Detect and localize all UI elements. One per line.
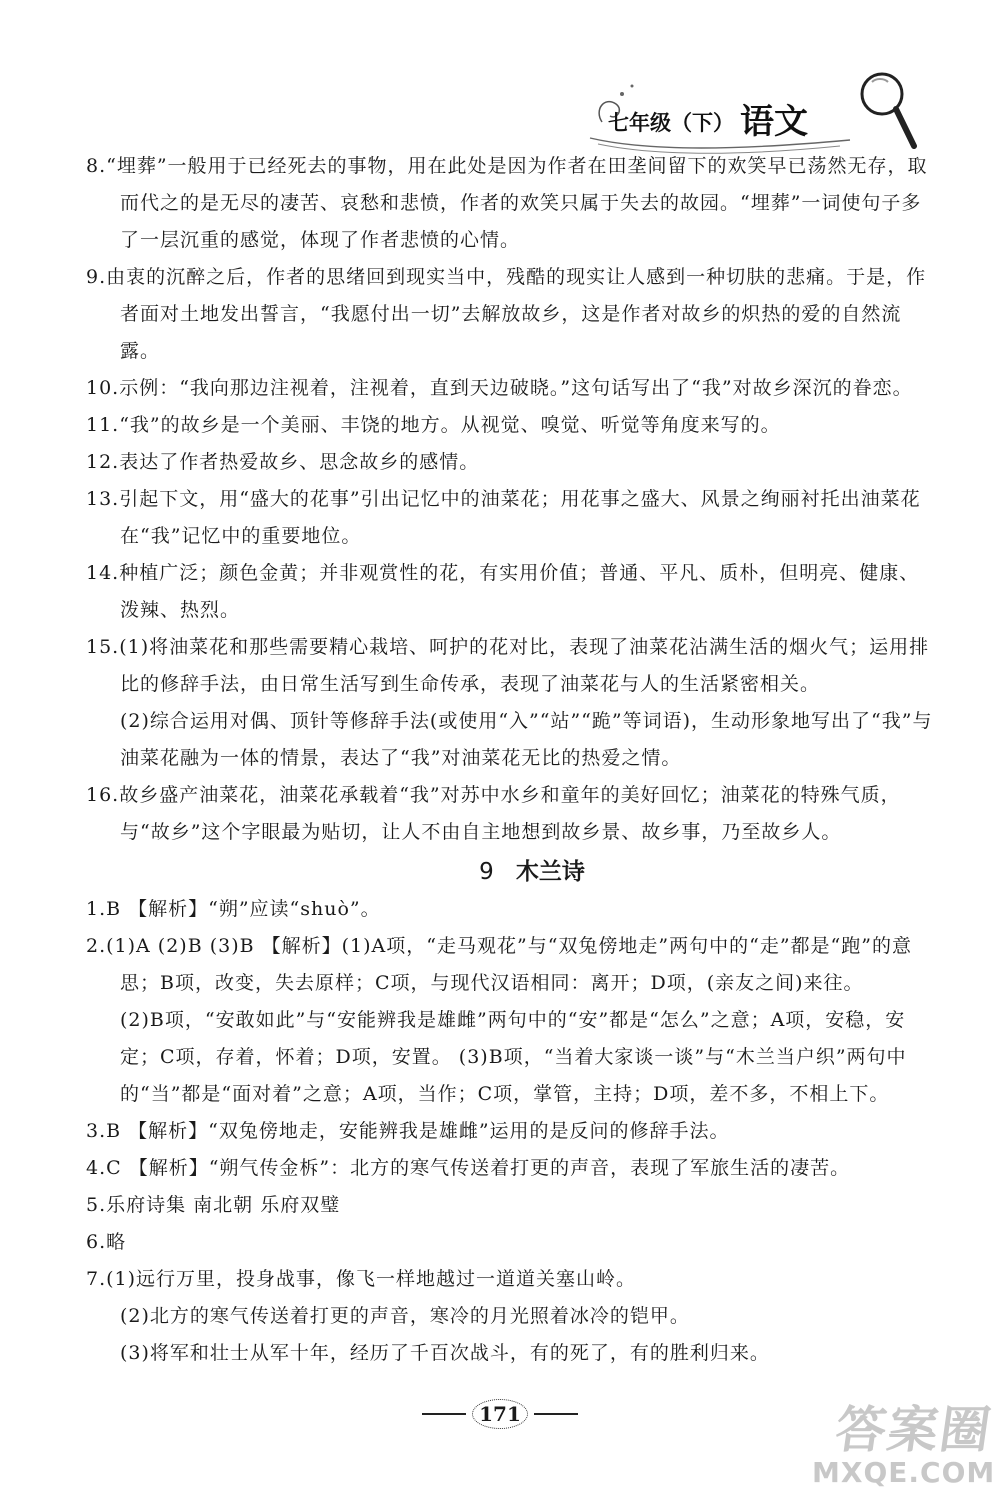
section-title: 木兰诗 [515, 859, 585, 885]
section-answer-3: 3.B 【解析】“双兔傍地走，安能辨我是雄雌”运用的是反问的修辞手法。 [86, 1120, 730, 1142]
footer-rule-left [422, 1413, 466, 1415]
section-answer-7-part1: 7.(1)远行万里，投身战事，像飞一样地越过一道道关塞山岭。 [86, 1268, 637, 1290]
section-answer-2: 2.(1)A (2)B (3)B 【解析】(1)A项，“走马观花”与“双兔傍地走”两句中的“走”都是“跑”的意思；B项，改变，失去原样；C项，与现代汉语相同：离开；D项，(亲友之间)来往。 [86, 935, 912, 994]
watermark [812, 1401, 997, 1494]
answer-item-15-part2: (2)综合运用对偶、顶针等修辞手法(或使用“入”“站”“跪”等词语)，生动形象地写出了“我”与油菜花融为一体的情景，表达了“我”对油菜花无比的热爱之情。 [120, 710, 933, 769]
section-answer-7-part2: (2)北方的寒气传送着打更的声音，寒冷的月光照着冰冷的铠甲。 [120, 1305, 690, 1327]
watermark-logo-text: 答案圈 [831, 1401, 997, 1459]
section-answer-2-cont: (2)B项，“安敢如此”与“安能辨我是雄雌”两句中的“安”都是“怎么”之意；A项，安稳，安定；C项，存着，怀着；D项，安置。 (3)B项，“当着大家谈一谈”与“木兰当户织”两句中的“当”都是“面对着”之意；A项，当作；C项，掌管，主持；D项，差不多，不相上下。 [120, 1009, 907, 1105]
answer-item-11: 11.“我”的故乡是一个美丽、丰饶的地方。从视觉、嗅觉、听觉等角度来写的。 [86, 414, 781, 436]
page-number-group [422, 1399, 578, 1429]
footer-rule-right [534, 1413, 578, 1415]
watermark-domain: MXQE.COM [812, 1456, 996, 1489]
answer-item-16: 16.故乡盛产油菜花，油菜花承载着“我”对苏中水乡和童年的美好回忆；油菜花的特殊气质，与“故乡”这个字眼最为贴切，让人不由自主地想到故乡景、故乡事，乃至故乡人。 [86, 784, 901, 843]
answer-item-15-part1: 15.(1)将油菜花和那些需要精心栽培、呵护的花对比，表现了油菜花沾满生活的烟火气；运用排比的修辞手法，由日常生活写到生命传承，表现了油菜花与人的生活紧密相关。 [86, 636, 930, 695]
section-number: 9 [479, 859, 494, 885]
header-title [608, 94, 808, 143]
answer-item-10: 10.示例：“我向那边注视着，注视着，直到天边破晓。”这句话写出了“我”对故乡深沉的眷恋。 [86, 377, 913, 399]
section-answer-1: 1.B 【解析】“朔”应读“shuò”。 [86, 898, 381, 920]
section-heading [86, 855, 938, 889]
section-answer-7-part3: (3)将军和壮士从军十年，经历了千百次战斗，有的死了，有的胜利归来。 [120, 1342, 770, 1364]
answer-item-14: 14.种植广泛；颜色金黄；并非观赏性的花，有实用价值；普通、平凡、质朴，但明亮、健康、泼辣、热烈。 [86, 562, 920, 621]
magnifier-icon [852, 66, 922, 156]
section-answer-4: 4.C 【解析】“朔气传金柝”：北方的寒气传送着打更的声音，表现了军旅生活的凄苦。 [86, 1157, 851, 1179]
answer-item-8: 8.“埋葬”一般用于已经死去的事物，用在此处是因为作者在田垄间留下的欢笑早已荡然无存，取而代之的是无尽的凄苦、哀愁和悲愤，作者的欢笑只属于失去的故园。“埋葬”一词使句子多了一层沉重的感觉，体现了作者悲愤的心情。 [86, 155, 928, 251]
answer-item-9: 9.由衷的沉醉之后，作者的思绪回到现实当中，残酷的现实让人感到一种切肤的悲痛。于是，作者面对土地发出誓言，“我愿付出一切”去解放故乡，这是作者对故乡的炽热的爱的自然流露。 [86, 266, 927, 362]
section-answer-6: 6.略 [86, 1231, 127, 1253]
answer-content [86, 148, 938, 1372]
answer-item-12: 12.表达了作者热爱故乡、思念故乡的感情。 [86, 451, 480, 473]
section-answer-5: 5.乐府诗集 南北朝 乐府双璧 [86, 1194, 341, 1216]
header-grade: 七年级（下） [608, 111, 734, 135]
header-subject: 语文 [740, 102, 808, 142]
answer-item-13: 13.引起下文，用“盛大的花事”引出记忆中的油菜花；用花事之盛大、风景之绚丽衬托出油菜花在“我”记忆中的重要地位。 [86, 488, 921, 547]
page-header [560, 60, 940, 160]
page-number: 171 [472, 1399, 528, 1429]
